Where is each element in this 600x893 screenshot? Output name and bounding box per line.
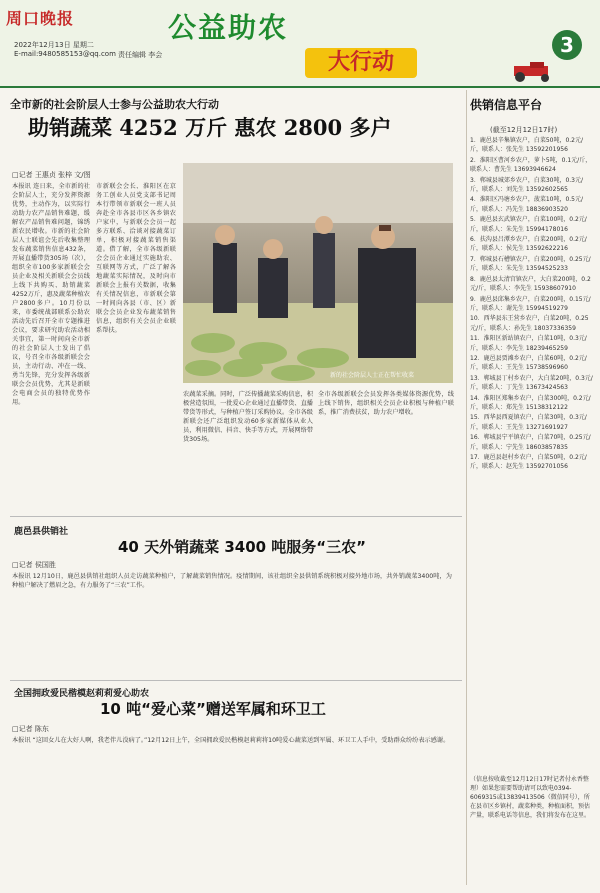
section-divider <box>10 516 462 517</box>
sidebar-footer: （信息按收截至12月12日17时记者付永香整理）如果您需要帮助请可以致电0394-6069315或13839413506（微信同号），所在县市区乡镇村，蔬菜种类，种植面积，预估产量，联系电话等信息，我们将发布在这里。 <box>470 776 591 819</box>
people-harvesting-illustration <box>183 163 453 383</box>
list-item: 7．郸城县石槽镇农户，白菜200吨，0.25元/斤，联系人：朱先生 13594525233 <box>470 255 591 273</box>
story2-byline: □记者 侯国胜 <box>12 561 56 569</box>
list-item: 2．淮阳区曹河乡农户，萝卜5吨，0.1元/斤，联系人：曹先生 13693946624 <box>470 156 592 174</box>
list-item: 14．淮阳区郑集乡农户，白菜300吨，0.2元/斤，联系人：郑先生 15138312122 <box>470 394 591 411</box>
list-item: 10．西华县东王营乡农户，白菜20吨，0.25元/斤，联系人：孙先生 18037336359 <box>470 315 589 332</box>
story2-kicker: 鹿邑县供销社 <box>14 527 69 537</box>
page-header <box>0 0 600 88</box>
story1-headline: 助销蔬菜 4252 万斤 惠农 2800 多户 <box>28 115 392 140</box>
story3-byline: □记者 陈东 <box>12 725 49 733</box>
list-item: 16．郸城县宁平镇农户，白菜70吨，0.25元/斤，联系人：宁先生 18603857835 <box>470 434 591 451</box>
masthead-logo: 周口晚报 <box>6 9 75 28</box>
story1-column-1: 本报讯 连日来，全市新的社会阶层人士，充分发挥资源优势，主动作为，以实际行动助力农产品销售难题，缓解农产品销售难问题，锦绣新农民增收。市新的社会阶层人士联谊会先后收集整理发布蔬菜销售信息432条，开展直播带货305场（次），组织全市100多家新联会会员企业及相关新联会会员线上线下共购买、助销蔬菜4252万斤，惠及蔬菜种植农户2800多户。10月份以来，市委统战部联系公助农活动先后召开全市专题推进会议，要求研究助农活动相关事宜，第一时间向全市新的社会阶层人士发出了倡议，号召全市各级新联会会员，主动行动、冲在一线、勇当先锋，充分发挥各级新联会会员优势，尤其是新联会电商会员的独特优势作用。 <box>12 183 90 406</box>
banner-title: 公益助农 <box>168 11 289 44</box>
contact-email: E-mail:9480585153@qq.com <box>14 50 116 58</box>
page-number-badge: 3 <box>552 30 582 60</box>
story1-byline: □记者 王惠贞 张梓 文/图 <box>12 171 91 179</box>
story1-column-3: 农蔬菜采摘。同时，广泛传播蔬菜采购信息，积极营造氛围，一批爱心企业通过直播带货、直播带货等形式，与种植户签订采购协议。全市各级新联会还广泛组织发动60多家新媒体从业人员，利用微信、抖音、快手等方式，开展网络带货305场。 <box>183 391 313 443</box>
list-item: 17．鹿邑县赵村乡农户，白菜50吨，0.2元/斤，联系人：赵先生 13592701056 <box>470 454 587 471</box>
story1-kicker: 全市新的社会阶层人士参与公益助农大行动 <box>10 98 219 111</box>
list-item: 15．西华县西夏镇农户，白菜30吨，0.3元/斤，联系人：王先生 13271691927 <box>470 414 587 431</box>
sidebar-subtitle: (截至12月12日17时) <box>490 126 558 134</box>
sidebar-title: 供销信息平台 <box>470 98 543 112</box>
story1-column-2: 市新联会会长、淮阳区在京务工创业人员党支部书记周本行带领市新联会一班人员奔赴全市各县市区各乡镇农户家中，与新联会会员一起多方联系、洽谈对接蔬菜订单，积极对接蔬菜销售渠道。借了解，全市各级新联会会员企业通过实施助农、互联网等方式，广泛了解各地蔬菜实际情况，及时向市新联会上报有关数据，收集有关情况信息，市新联会第一时间向各县（市、区）新联会会员企业发布蔬菜销售信息，组织有关会员企业联系帮扶。 <box>96 183 176 334</box>
list-item: 6．扶沟县吕潭乡农户，白菜200吨，0.2元/斤，联系人：侯先生 13592622216 <box>470 236 587 253</box>
story1-column-4: 全市各级新联会会员发挥各类媒体资源优势，线上线下销售，组织相关会员企业积极与种植户联系，推广消费扶贫，助力农户增收。 <box>318 391 454 416</box>
list-item: 8．鹿邑县太清宫镇农户，大白菜200吨，0.2元/斤，联系人：李先生 15938607910 <box>470 275 591 293</box>
responsible-editor: 责任编辑 李会 <box>118 51 163 59</box>
story1-photo <box>183 163 453 383</box>
sidebar-list <box>470 136 594 473</box>
list-item: 12．鹿邑县贾滩乡农户，白菜60吨，0.2元/斤，联系人：王先生 15738596960 <box>470 354 587 372</box>
story2-body: 本报讯 12月10日，鹿邑县供销社组织人员走访蔬菜种植户，了解蔬菜销售情况。疫情期间，该社组织全县供销系统积极对接外地市场，共外销蔬菜3400吨，为种植户解决了燃眉之急，有力服务了“三农”工作。 <box>12 573 452 589</box>
list-item: 4．淮阳区冯塘乡农户，菠菜10吨，0.5元/斤，联系人：冯先生 18836903520 <box>470 196 584 213</box>
list-item: 3．郸城县城郊乡农户，白菜30吨，0.3元/斤，联系人：刘先生 13592602565 <box>470 176 584 194</box>
banner-subtitle: 大行动 <box>305 48 417 78</box>
story3-headline: 10 吨“爱心菜”赠送军属和环卫工 <box>100 700 326 718</box>
tractor-icon <box>500 62 570 82</box>
list-item: 13．郸城县丁村乡农户，大白菜20吨，0.3元/斤，联系人：丁先生 13673424563 <box>470 374 593 392</box>
list-item: 5．鹿邑县玄武镇农户，白菜100吨，0.2元/斤，联系人：朱先生 15994178016 <box>470 216 587 233</box>
story2-headline: 40 天外销蔬菜 3400 吨服务“三农” <box>118 538 367 556</box>
list-item: 11．淮阳区新站镇农户，白菜10吨，0.3元/斤，联系人：李先生 18239465259 <box>470 335 587 352</box>
section-divider <box>10 680 462 681</box>
dateline: 2022年12月13日 星期二 <box>14 41 94 49</box>
story3-body: 本报讯 “这回女儿在大好人啊，我老伴儿没病了。”12月12日上午，全国拥政爱民楷模赵莉莉将10吨爱心蔬菜送到军属、环卫工人手中，受助群众纷纷表示感谢。 <box>12 737 450 744</box>
list-item: 1．鹿邑县辛集镇农户，白菜50吨，0.2元/斤，联系人：张先生 13592201956 <box>470 137 584 154</box>
story3-kicker: 全国拥政爱民楷模赵莉莉爱心助农 <box>14 689 150 699</box>
list-item: 9．鹿邑县邱集乡农户，白菜200吨，0.15元/斤，联系人：谢先生 15994519279 <box>470 295 591 312</box>
story1-photo-caption: 新的社会阶层人士正在帮忙收菜 <box>330 372 415 379</box>
